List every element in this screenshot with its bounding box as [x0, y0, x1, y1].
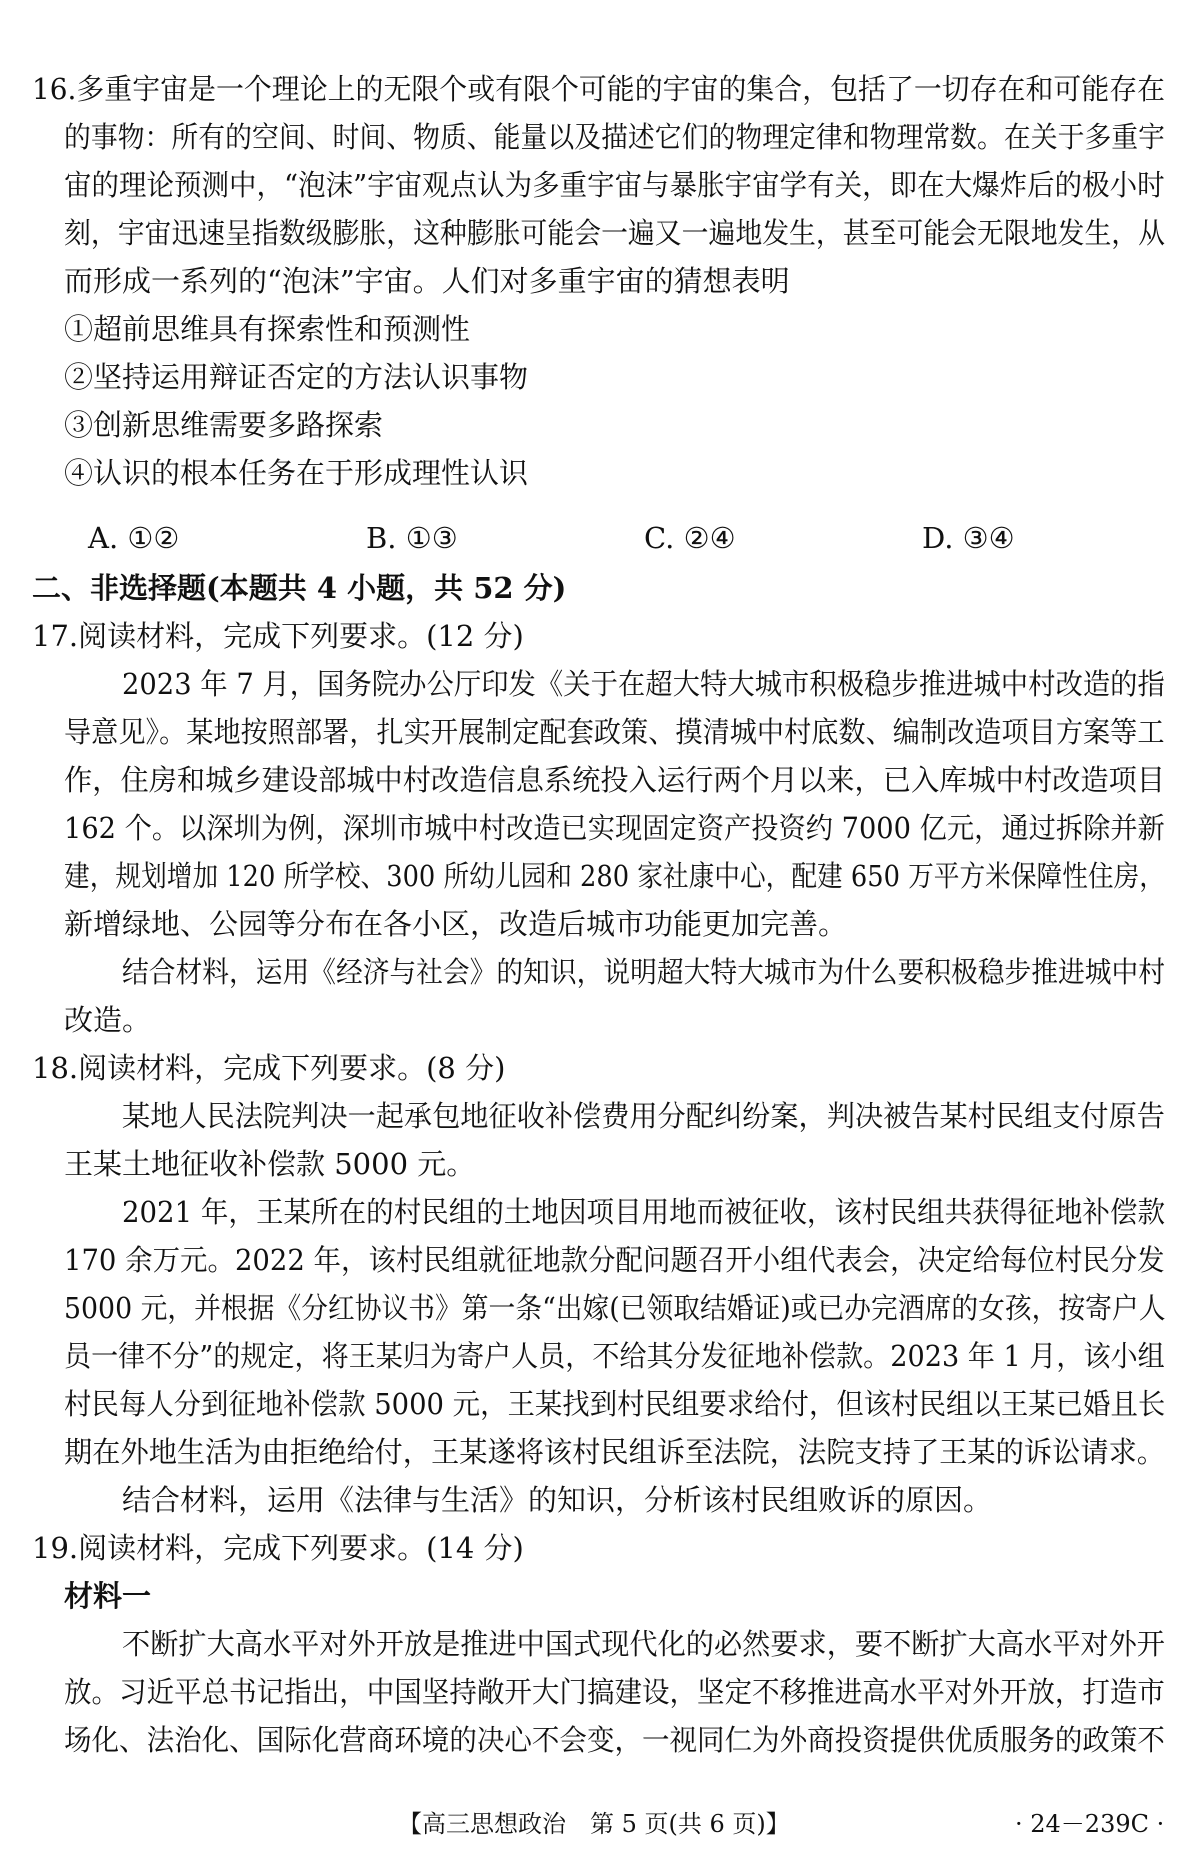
q16-line-2: 的事物：所有的空间、时间、物质、能量以及描述它们的物理定律和物理常数。在关于多重宇 — [64, 120, 1166, 154]
q16-line-4: 刻，宇宙迅速呈指数级膨胀，这种膨胀可能会一遍又一遍地发生，甚至可能会无限地发生，从 — [64, 216, 1166, 250]
option-d: D. ③④ — [922, 521, 1015, 555]
q18-line-2: 王某土地征收补偿款 5000 元。 — [64, 1147, 476, 1181]
q17-task-line-1: 结合材料，运用《经济与社会》的知识，说明超大特大城市为什么要积极稳步推进城中村 — [122, 955, 1166, 989]
q16-statement-1: ①超前思维具有探索性和预测性 — [64, 312, 471, 346]
q19-material-title: 材料一 — [64, 1579, 152, 1613]
q17-line-5: 建，规划增加 120 所学校、300 所幼儿园和 280 家社康中心，配建 650 万平方米保障性住房， — [64, 859, 1166, 893]
q18-line-3: 2021 年，王某所在的村民组的土地因项目用地而被征收，该村民组共获得征地补偿款 — [122, 1195, 1166, 1229]
q18-line-5: 5000 元，并根据《分红协议书》第一条“出嫁(已领取结婚证)或已办完酒席的女孩，按寄户人 — [64, 1291, 1166, 1325]
q18-task: 结合材料，运用《法律与生活》的知识，分析该村民组败诉的原因。 — [122, 1483, 993, 1517]
section-title: 二、非选择题(本题共 4 小题，共 52 分) — [32, 571, 567, 605]
q18-line-4: 170 余万元。2022 年，该村民组就征地款分配问题召开小组代表会，决定给每位村民分发 — [64, 1243, 1165, 1277]
q17-line-4: 162 个。以深圳为例，深圳市城中村改造已实现固定资产投资约 7000 亿元，通过拆除并新 — [64, 811, 1165, 845]
q19-line-3: 场化、法治化、国际化营商环境的决心不会变，一视同仁为外商投资提供优质服务的政策不 — [64, 1723, 1165, 1757]
q16-statement-3: ③创新思维需要多路探索 — [64, 408, 384, 442]
q17-line-3: 作，住房和城乡建设部城中村改造信息系统投入运行两个月以来，已入库城中村改造项目 — [64, 763, 1166, 797]
q16-statement-2: ②坚持运用辩证否定的方法认识事物 — [64, 360, 529, 394]
q17-line-2: 导意见》。某地按照部署，扎实开展制定配套政策、摸清城中村底数、编制改造项目方案等工 — [64, 715, 1165, 749]
q17-line-6: 新增绿地、公园等分布在各小区，改造后城市功能更加完善。 — [64, 907, 848, 941]
q17-head: 17.阅读材料，完成下列要求。(12 分) — [32, 619, 524, 653]
q18-head: 18.阅读材料，完成下列要求。(8 分) — [32, 1051, 506, 1085]
q18-line-7: 村民每人分到征地补偿款 5000 元，王某找到村民组要求给付，但该村民组以王某已婚且长 — [64, 1387, 1166, 1421]
q19-line-1: 不断扩大高水平对外开放是推进中国式现代化的必然要求，要不断扩大高水平对外开 — [122, 1627, 1165, 1661]
q16-line-5: 而形成一系列的“泡沫”宇宙。人们对多重宇宙的猜想表明 — [64, 264, 790, 298]
q17-task-line-2: 改造。 — [64, 1003, 152, 1037]
q16-options — [88, 521, 1188, 557]
q17-line-1: 2023 年 7 月，国务院办公厅印发《关于在超大特大城市积极稳步推进城中村改造的指 — [122, 667, 1165, 701]
q19-head: 19.阅读材料，完成下列要求。(14 分) — [32, 1531, 524, 1565]
option-a: A. ①② — [88, 521, 180, 555]
q19-line-2: 放。习近平总书记指出，中国坚持敞开大门搞建设，坚定不移推进高水平对外开放，打造市 — [64, 1675, 1165, 1709]
q16-statement-4: ④认识的根本任务在于形成理性认识 — [64, 456, 529, 490]
q18-line-1: 某地人民法院判决一起承包地征收补偿费用分配纠纷案，判决被告某村民组支付原告 — [122, 1099, 1165, 1133]
q16-line-3: 宙的理论预测中，“泡沫”宇宙观点认为多重宇宙与暴胀宇宙学有关，即在大爆炸后的极小时 — [64, 168, 1165, 202]
page-footer: 【高三思想政治 第 5 页(共 6 页)】 — [398, 1810, 790, 1838]
q18-line-8: 期在外地生活为由拒绝给付，王某遂将该村民组诉至法院，法院支持了王某的诉讼请求。 — [64, 1435, 1166, 1469]
q16-line-1: 16.多重宇宙是一个理论上的无限个或有限个可能的宇宙的集合，包括了一切存在和可能存在 — [32, 72, 1166, 106]
option-c: C. ②④ — [644, 521, 736, 555]
paper-code: · 24－239C · — [1015, 1810, 1165, 1838]
option-b: B. ①③ — [366, 521, 458, 555]
q18-line-6: 员一律不分”的规定，将王某归为寄户人员，不给其分发征地补偿款。2023 年 1 月，该小组 — [64, 1339, 1165, 1373]
